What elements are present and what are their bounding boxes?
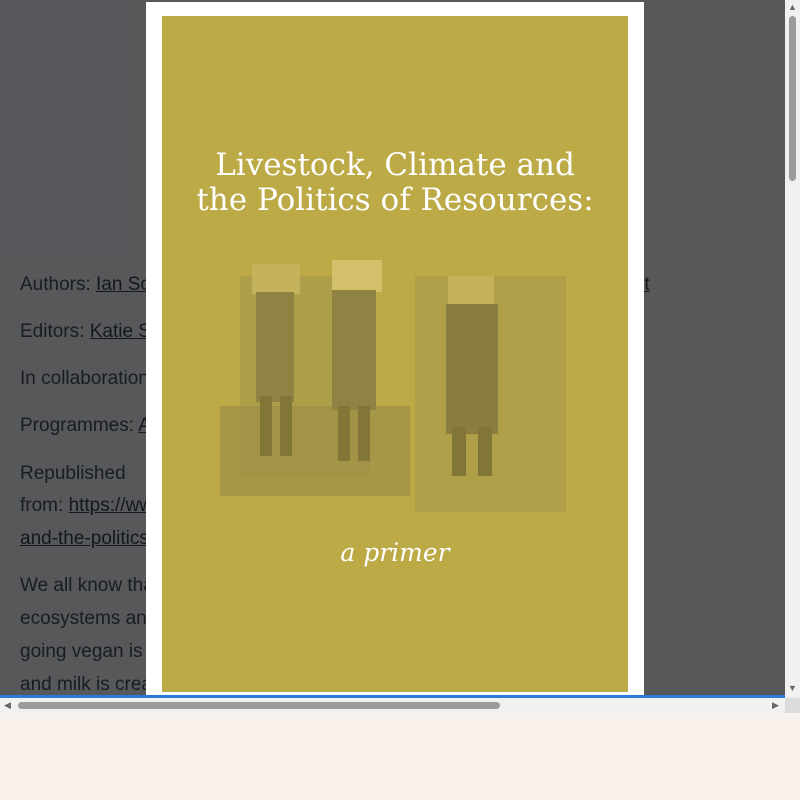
vertical-scrollbar[interactable]: [785, 0, 800, 698]
vertical-scroll-thumb[interactable]: [789, 16, 796, 181]
cover-title-line: Livestock, Climate and: [215, 147, 575, 183]
horizontal-scroll-thumb[interactable]: [18, 702, 500, 709]
horizontal-scrollbar[interactable]: [0, 698, 785, 713]
scrollbar-corner: [785, 698, 800, 713]
cover-title: [162, 148, 628, 218]
scroll-right-arrow-icon[interactable]: ▶: [772, 700, 779, 710]
scroll-down-arrow-icon[interactable]: ▼: [788, 683, 797, 693]
cover-photo: [220, 256, 566, 512]
cover-title-line: the Politics of Resources:: [196, 182, 594, 218]
publication-cover-image: [162, 16, 628, 692]
scroll-left-arrow-icon[interactable]: ◀: [4, 700, 11, 710]
scroll-up-arrow-icon[interactable]: ▲: [788, 2, 797, 12]
cover-subtitle: a primer: [340, 538, 450, 567]
